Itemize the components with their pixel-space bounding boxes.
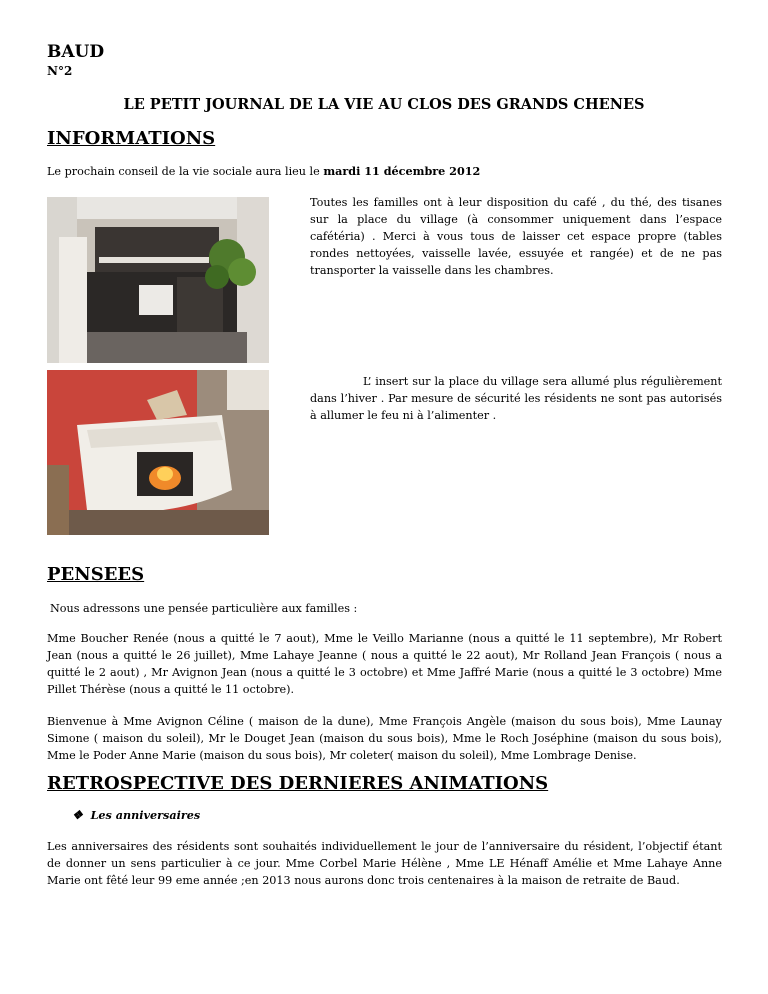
welcome-paragraph: Bienvenue à Mme Avignon Céline ( maison de la dune), Mme François Angèle (maison du sous bois), Mme Launay Simone ( maison du soleil), Mr le Douget Jean (maison du sous bois), Mme le Roch Joséphine (maison du sous bois), Mme le Poder Anne Marie (maison du sous bois), Mr coleter( maison du soleil), Mme Lombrage Denise. xyxy=(47,715,722,762)
council-line xyxy=(47,163,480,180)
journal-title: LE PETIT JOURNAL DE LA VIE AU CLOS DES GRANDS CHENES xyxy=(123,96,645,113)
fireplace-illustration xyxy=(47,370,269,535)
informations-heading: INFORMATIONS xyxy=(47,128,216,149)
council-prefix: Le prochain conseil de la vie sociale aura lieu le xyxy=(47,165,324,178)
council-date: mardi 11 décembre 2012 xyxy=(323,164,481,178)
cafeteria-photo xyxy=(47,197,269,363)
retrospective-heading: RETROSPECTIVE DES DERNIERES ANIMATIONS xyxy=(47,773,549,794)
cafeteria-illustration xyxy=(47,197,269,363)
birthday-paragraph: Les anniversaires des résidents sont souhaités individuellement le jour de l’anniversaire du résident, l’objectif étant de donner un sens particulier à ce jour. Mme Corbel Marie Hélène , Mme LE Hénaff Amélie et Mme Lahaye Anne Marie ont fêté leur 99 eme année ;en 2013 nous aurons donc trois centenaires à la maison de retraite de Baud. xyxy=(47,840,722,887)
deceased-paragraph: Mme Boucher Renée (nous a quitté le 7 aout), Mme le Veillo Marianne (nous a quitté le 11 septembre), Mr Robert Jean (nous a quitté le 26 juillet), Mme Lahaye Jeanne ( nous a quitté le 22 aout), Mr Rolland Jean François ( nous a quitté le 2 aout) , Mr Avignon Jean (nous a quitté le 3 octobre) et Mme Jaffré Marie (nous a quitté le 3 octobre) Mme Pillet Thérèse (nous a quitté le 11 octobre). xyxy=(47,632,722,696)
pensees-intro: Nous adressons une pensée particulière aux familles : xyxy=(50,602,358,615)
cafe-paragraph: Toutes les familles ont à leur disposition du café , du thé, des tisanes sur la place du village (à consommer uniquement dans l’espace cafétéria) . Merci à vous tous de laisser cet espace propre (tables rondes nettoyées, vaisselle lavée, essuyée et rangée) et de ne pas transporter la vaisselle dans les chambres. xyxy=(310,196,722,277)
anniversaires-label: Les anniversaires xyxy=(90,808,201,822)
issue-number: N°2 xyxy=(47,64,73,78)
place-name: BAUD xyxy=(47,42,105,62)
fireplace-photo xyxy=(47,370,269,535)
pensees-heading: PENSEES xyxy=(47,564,145,585)
diamond-bullet-icon: ❖ xyxy=(72,808,83,822)
anniversaires-subheading xyxy=(72,807,200,824)
fireplace-paragraph: L’ insert sur la place du village sera allumé plus régulièrement dans l’hiver . Par mesure de sécurité les résidents ne sont pas autorisés à allumer le feu ni à l’alimenter . xyxy=(310,375,722,422)
